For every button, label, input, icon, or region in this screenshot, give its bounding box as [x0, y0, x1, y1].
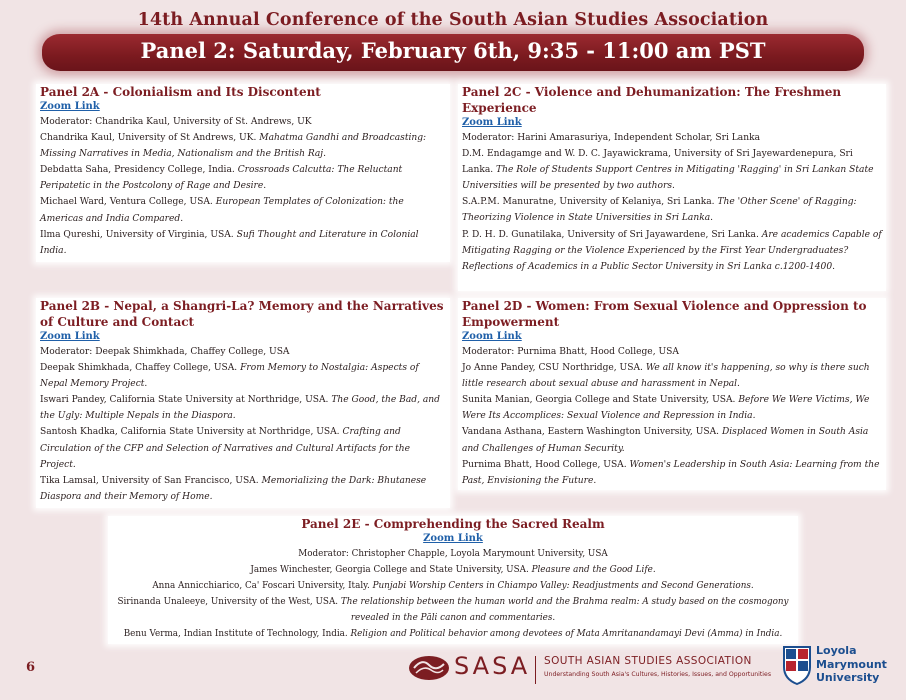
paper-author: Tika Lamsal, University of San Francisco, USA. — [40, 475, 259, 486]
paper-entry — [462, 424, 882, 456]
zoom-link[interactable]: Zoom Link — [462, 117, 522, 128]
page-number: 6 — [26, 660, 36, 675]
panel-2e — [108, 516, 798, 644]
paper-author: Vandana Asthana, Eastern Washington University, USA. — [462, 427, 720, 438]
paper-title: European Templates of Colonization: the Americas and India Compared. — [40, 197, 404, 224]
sasa-wordmark: SASA — [454, 652, 531, 680]
paper-entry — [462, 146, 882, 194]
panel-title: Panel 2A - Colonialism and Its Discontent — [40, 85, 321, 99]
lmu-shield-icon — [782, 645, 812, 685]
paper-author: S.A.P.M. Manuratne, University of Kelaniya, Sri Lanka. — [462, 197, 715, 208]
paper-title: Punjabi Worship Centers in Chiampo Valley: Readjustments and Second Generations. — [372, 581, 754, 592]
paper-author: P. D. H. D. Gunatilaka, University of Sri Jayawardene, Sri Lanka. — [462, 229, 759, 240]
session-banner — [42, 34, 864, 71]
panel-title: Panel 2C - Violence and Dehumanization: The Freshmen Experience — [462, 85, 842, 115]
paper-entry — [462, 392, 882, 424]
lmu-line: Loyola — [816, 644, 857, 657]
paper-title: Before We Were Victims, We Were Its Accomplices: Sexual Violence and Repression in India. — [462, 395, 870, 422]
moderator: Moderator: Purnima Bhatt, Hood College, USA — [462, 347, 679, 357]
paper-title: Are academics Capable of Mitigating Ragging or the Violence Experienced by the First Year Undergraduates? Reflections of Academics in a Public Sector University in Sri Lanka c.1200-1400. — [462, 229, 882, 272]
paper-entry — [462, 227, 882, 275]
logo-divider — [535, 656, 536, 684]
moderator: Moderator: Deepak Shimkhada, Chaffey College, USA — [40, 347, 290, 357]
paper-entry — [40, 360, 446, 392]
paper-entry — [40, 424, 446, 472]
lmu-logo — [782, 645, 900, 693]
lmu-name — [816, 644, 887, 685]
panel-2a — [36, 84, 450, 262]
paper-entry — [462, 194, 882, 226]
sasa-globe-icon — [408, 655, 450, 681]
panel-title: Panel 2E - Comprehending the Sacred Realm — [301, 517, 605, 531]
paper-author: Benu Verma, Indian Institute of Technology, India. — [123, 629, 348, 640]
paper-entry — [462, 360, 882, 392]
zoom-link[interactable]: Zoom Link — [40, 331, 100, 342]
paper-author: Chandrika Kaul, University of St Andrews, UK. — [40, 133, 257, 144]
paper-author: Deepak Shimkhada, Chaffey College, USA. — [40, 363, 238, 374]
sasa-logo — [408, 652, 776, 690]
paper-author: Purnima Bhatt, Hood College, USA. — [462, 459, 627, 470]
paper-author: Santosh Khadka, California State University at Northridge, USA. — [40, 427, 340, 438]
panel-title: Panel 2B - Nepal, a Shangri-La? Memory and the Narratives of Culture and Contact — [40, 299, 444, 329]
moderator: Moderator: Christopher Chapple, Loyola Marymount University, USA — [298, 549, 608, 559]
paper-title: Crossroads Calcutta: The Reluctant Peripatetic in the Postcolony of Rage and Desire. — [40, 165, 403, 192]
paper-title: Mahatma Gandhi and Broadcasting: Missing Narratives in Media, Nationalism and the British Raj. — [40, 133, 427, 160]
panel-2b — [36, 298, 450, 508]
paper-author: Ilma Qureshi, University of Virginia, USA. — [40, 229, 234, 240]
conference-title: 14th Annual Conference of the South Asian Studies Association — [137, 10, 769, 30]
paper-author: Debdatta Saha, Presidency College, India. — [40, 165, 235, 176]
paper-entry — [40, 392, 446, 424]
paper-title: Sufi Thought and Literature in Colonial India. — [40, 229, 419, 256]
paper-title: Religion and Political behavior among devotees of Mata Amritanandamayi Devi (Amma) in India. — [350, 629, 783, 640]
paper-entry — [108, 626, 798, 642]
paper-entry — [462, 457, 882, 489]
zoom-link[interactable]: Zoom Link — [40, 101, 100, 112]
paper-title: From Memory to Nostalgia: Aspects of Nepal Memory Project. — [40, 363, 419, 390]
paper-entry — [40, 162, 446, 194]
paper-title: The Role of Students Support Centres in Mitigating 'Ragging' in Sri Lankan State Universities will be presented by two authors. — [462, 165, 874, 192]
paper-author: Sirinanda Unaleeye, University of the West, USA. — [117, 597, 339, 608]
sasa-name: SOUTH ASIAN STUDIES ASSOCIATION — [544, 655, 752, 667]
paper-author: Jo Anne Pandey, CSU Northridge, USA. — [462, 363, 643, 374]
zoom-link[interactable]: Zoom Link — [462, 331, 522, 342]
moderator: Moderator: Chandrika Kaul, University of St. Andrews, UK — [40, 117, 312, 127]
zoom-link[interactable]: Zoom Link — [423, 533, 483, 544]
paper-title: Displaced Women in South Asia and Challenges of Human Security. — [462, 427, 869, 454]
paper-entry — [108, 562, 798, 578]
panel-2d — [458, 298, 886, 490]
paper-title: Women's Leadership in South Asia: Learning from the Past, Envisioning the Future. — [462, 459, 880, 486]
sasa-tagline: Understanding South Asia's Cultures, Histories, Issues, and Opportunities — [544, 671, 772, 678]
paper-author: D.M. Endagamge and W. D. C. Jayawickrama, University of Sri Jayewardenepura, Sri Lanka. — [462, 149, 853, 176]
paper-title: We all know it's happening, so why is there such little research about sexual abuse and harassment in Nepal. — [462, 363, 870, 390]
session-banner-text: Panel 2: Saturday, February 6th, 9:35 - 11:00 am PST — [140, 38, 766, 63]
paper-entry — [40, 227, 446, 259]
lmu-line: University — [816, 671, 880, 684]
paper-entry — [108, 578, 798, 594]
paper-author: Michael Ward, Ventura College, USA. — [40, 197, 213, 208]
paper-title: Memorializing the Dark: Bhutanese Diaspora and their Memory of Home. — [40, 475, 427, 502]
paper-entry — [40, 194, 446, 226]
paper-title: The relationship between the human world and the Brahma realm: A study based on the cosmogony revealed in the Pāli canon and commentaries. — [340, 597, 789, 624]
paper-entry — [40, 130, 446, 162]
panel-title: Panel 2D - Women: From Sexual Violence and Oppression to Empowerment — [462, 299, 867, 329]
paper-author: Anna Annicchiarico, Ca' Foscari University, Italy. — [152, 581, 370, 592]
lmu-line: Marymount — [816, 657, 887, 671]
paper-title: The 'Other Scene' of Ragging: Theorizing Violence in State Universities in Sri Lanka. — [462, 197, 857, 224]
paper-author: James Winchester, Georgia College and State University, USA. — [250, 565, 529, 576]
paper-entry — [40, 473, 446, 505]
paper-author: Sunita Manian, Georgia College and State University, USA. — [462, 395, 736, 406]
paper-title: Crafting and Circulation of the CFP and Selection of Narratives and Cultural Artifacts for the Project. — [40, 427, 411, 470]
moderator: Moderator: Harini Amarasuriya, Independent Scholar, Sri Lanka — [462, 133, 761, 143]
paper-title: The Good, the Bad, and the Ugly: Multiple Nepals in the Diaspora. — [40, 395, 440, 422]
panel-2c — [458, 84, 886, 291]
paper-title: Pleasure and the Good Life. — [531, 565, 656, 576]
paper-entry — [108, 594, 798, 626]
paper-author: Iswari Pandey, California State University at Northridge, USA. — [40, 395, 329, 406]
